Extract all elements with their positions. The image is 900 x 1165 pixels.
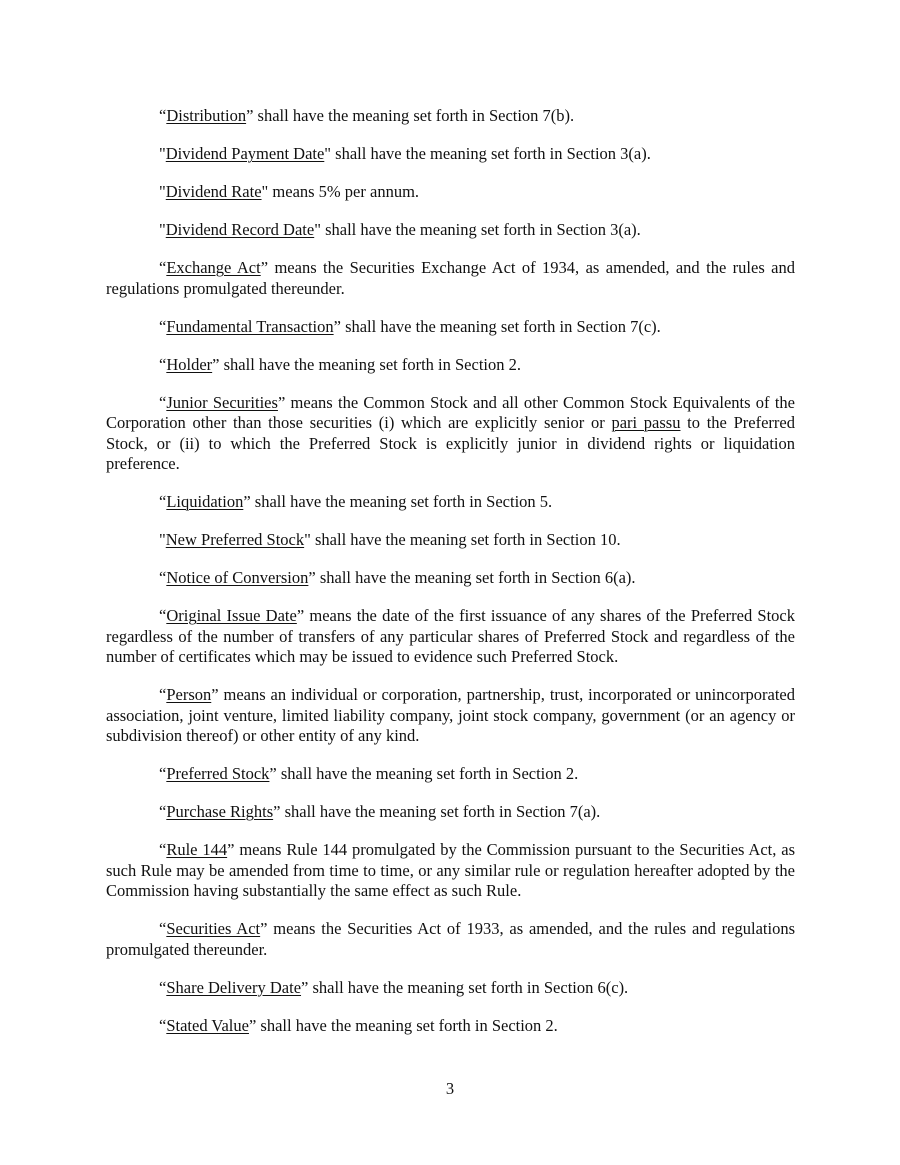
- close-quote: ”: [248, 1015, 257, 1035]
- definition-text: means the date of the first issuance of any shares of the Preferred Stock regardless of the number of transfers of any particular shares of Preferred Stock and regardless of the number of certificates which may be issued to evidence such Preferred Stock.: [106, 606, 795, 666]
- open-quote: “: [159, 492, 167, 511]
- defined-term: Person: [166, 685, 212, 704]
- close-quote: ": [261, 182, 269, 201]
- open-quote: ": [159, 530, 166, 549]
- definition-paragraph: [106, 492, 795, 513]
- definition-paragraph: [106, 317, 795, 338]
- open-quote: ": [159, 220, 166, 239]
- defined-term: Dividend Record Date: [165, 220, 315, 239]
- defined-term: Holder: [166, 354, 213, 374]
- definition-text: shall have the meaning set forth in Section 5.: [250, 492, 553, 511]
- definition-paragraph: [106, 978, 795, 999]
- definition-paragraph: [106, 802, 795, 823]
- definition-paragraph: [106, 764, 795, 785]
- close-quote: ”: [227, 840, 235, 859]
- close-quote: ”: [243, 492, 251, 511]
- defined-term: Original Issue Date: [166, 606, 297, 625]
- defined-term: New Preferred Stock: [165, 530, 305, 549]
- definition-paragraph: [106, 220, 795, 241]
- defined-term: Rule 144: [166, 840, 228, 859]
- open-quote: “: [159, 919, 167, 938]
- definition-text: means an individual or corporation, partnership, trust, incorporated or unincorporated association, joint venture, limited liability company, joint stock company, government (or an agency or subdivision thereof) or other entity of any kind.: [106, 685, 795, 745]
- definition-text: means 5% per annum.: [268, 182, 420, 201]
- open-quote: “: [159, 568, 167, 587]
- defined-term: Liquidation: [166, 492, 244, 511]
- definition-text: shall have the meaning set forth in Section 3(a).: [320, 220, 641, 239]
- defined-term: Share Delivery Date: [166, 977, 302, 997]
- definition-paragraph: [106, 106, 795, 127]
- close-quote: ”: [273, 802, 281, 821]
- latin-term: pari passu: [611, 413, 681, 432]
- definition-text: shall have the meaning set forth in Section 6(c).: [308, 977, 629, 997]
- open-quote: ": [159, 144, 166, 163]
- close-quote: ”: [211, 685, 219, 704]
- definition-text: means the Common Stock and all other Common Stock Equivalents of the Corporation other than those securities (i) which are explicitly senior or: [106, 392, 795, 432]
- defined-term: Junior Securities: [166, 392, 278, 412]
- definition-paragraph: [106, 606, 795, 668]
- definition-text: means Rule 144 promulgated by the Commission pursuant to the Securities Act, as such Rule may be amended from time to time, or any similar rule or regulation hereafter adopted by the Commission having substantially the same effect as such Rule.: [106, 840, 796, 900]
- definition-text: shall have the meaning set forth in Section 2.: [256, 1015, 558, 1035]
- definition-text: shall have the meaning set forth in Section 6(a).: [315, 568, 636, 587]
- close-quote: ”: [212, 354, 220, 374]
- close-quote: ": [314, 220, 321, 239]
- defined-term: Fundamental Transaction: [166, 316, 334, 336]
- close-quote: ”: [260, 258, 269, 277]
- open-quote: “: [159, 316, 167, 336]
- defined-term: Preferred Stock: [166, 764, 270, 783]
- definition-paragraph: [106, 685, 795, 747]
- definition-text: shall have the meaning set forth in Section 10.: [310, 530, 621, 549]
- close-quote: ": [304, 530, 311, 549]
- open-quote: “: [159, 258, 167, 277]
- open-quote: “: [159, 685, 167, 704]
- definition-text: means the Securities Act of 1933, as amended, and the rules and regulations promulgated thereunder.: [106, 919, 795, 959]
- definition-paragraph: [106, 393, 795, 475]
- definition-text-continued: to the Preferred Stock, or (ii) to which the Preferred Stock is explicitly junior in dividend rights or liquidation preference.: [106, 413, 795, 473]
- definition-text: shall have the meaning set forth in Section 7(b).: [253, 106, 575, 125]
- close-quote: ”: [301, 977, 309, 997]
- defined-term: Stated Value: [166, 1015, 249, 1035]
- definitions-list: [106, 106, 795, 1036]
- close-quote: ”: [333, 316, 341, 336]
- definition-paragraph: [106, 530, 795, 551]
- open-quote: ": [159, 182, 166, 201]
- open-quote: “: [159, 106, 167, 125]
- defined-term: Exchange Act: [166, 258, 261, 277]
- close-quote: ”: [277, 392, 286, 412]
- defined-term: Distribution: [166, 106, 247, 125]
- close-quote: ”: [269, 764, 277, 783]
- defined-term: Dividend Payment Date: [165, 144, 325, 163]
- open-quote: “: [159, 764, 167, 783]
- open-quote: “: [159, 354, 167, 374]
- definition-paragraph: [106, 144, 795, 165]
- close-quote: ”: [260, 919, 268, 938]
- definition-text: shall have the meaning set forth in Section 2.: [219, 354, 521, 374]
- definition-text: shall have the meaning set forth in Section 7(a).: [280, 802, 601, 821]
- close-quote: ”: [246, 106, 254, 125]
- definition-paragraph: [106, 568, 795, 589]
- definition-paragraph: [106, 258, 795, 299]
- open-quote: “: [159, 977, 167, 997]
- open-quote: “: [159, 840, 167, 859]
- defined-term: Securities Act: [166, 919, 261, 938]
- definition-paragraph: [106, 919, 795, 960]
- close-quote: ": [324, 144, 332, 163]
- page-number: 3: [445, 1079, 455, 1098]
- definition-text: shall have the meaning set forth in Section 7(c).: [340, 316, 661, 336]
- open-quote: “: [159, 1015, 167, 1035]
- open-quote: “: [159, 802, 167, 821]
- defined-term: Notice of Conversion: [166, 568, 309, 587]
- defined-term: Purchase Rights: [166, 802, 274, 821]
- definition-paragraph: [106, 182, 795, 203]
- definition-paragraph: [106, 1016, 795, 1037]
- open-quote: “: [159, 392, 167, 412]
- definition-paragraph: [106, 840, 795, 902]
- definition-text: shall have the meaning set forth in Section 3(a).: [331, 144, 651, 163]
- definition-text: means the Securities Exchange Act of 1934, as amended, and the rules and regulations promulgated thereunder.: [106, 258, 795, 298]
- close-quote: ”: [296, 606, 305, 625]
- close-quote: ”: [308, 568, 316, 587]
- document-page: [106, 106, 795, 1054]
- definition-text: shall have the meaning set forth in Section 2.: [276, 764, 579, 783]
- open-quote: “: [159, 606, 167, 625]
- definition-paragraph: [106, 355, 795, 376]
- defined-term: Dividend Rate: [165, 182, 262, 201]
